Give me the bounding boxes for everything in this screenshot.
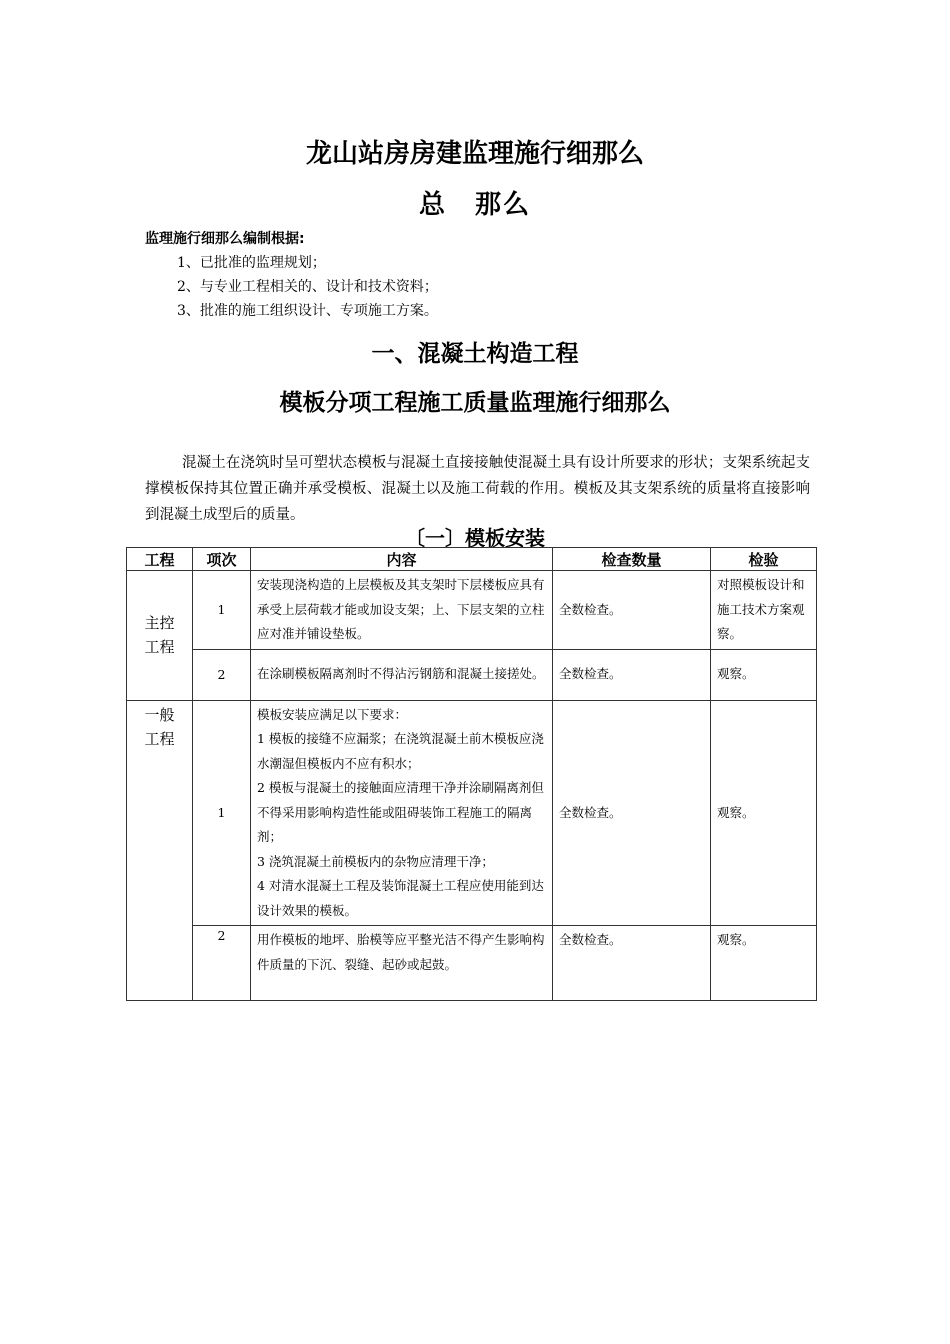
content-cell: 在涂刷模板隔离剂时不得沾污钢筋和混凝土接搓处。 (251, 649, 553, 700)
table-title: 〔一〕模板安装 (405, 526, 545, 550)
table-header-row (127, 548, 817, 571)
header-item-no: 项次 (193, 548, 251, 571)
table-row (127, 571, 817, 650)
method-cell: 观察。 (711, 649, 817, 700)
item-no-cell: 2 (193, 649, 251, 700)
project-label: 主控 工程 (144, 614, 175, 657)
document-subtitle: 总 那么 (418, 190, 531, 220)
quantity-cell: 全数检查。 (553, 571, 711, 650)
quantity-cell: 全数检查。 (553, 649, 711, 700)
item-no-cell: 1 (193, 700, 251, 926)
content-line: 1 模板的接缝不应漏浆；在浇筑混凝土前木模板应浇水潮湿但模板内不应有积水； (257, 731, 544, 771)
method-cell: 观察。 (711, 700, 817, 926)
quantity-cell: 全数检查。 (553, 926, 711, 1001)
document-title: 龙山站房房建监理施行细那么 (305, 139, 644, 169)
header-inspection-method: 检验 (711, 548, 817, 571)
method-cell: 观察。 (711, 926, 817, 1001)
table-row (127, 700, 817, 926)
basis-heading: 监理施行细那么编制根据: (145, 231, 305, 247)
header-inspection-quantity: 检查数量 (553, 548, 711, 571)
quantity-cell: 全数检查。 (553, 700, 711, 926)
basis-item: 1、已批准的监理规划； (177, 255, 326, 271)
method-cell: 对照模板设计和施工技术方案观察。 (711, 571, 817, 650)
basis-item: 3、批准的施工组织设计、专项施工方案。 (177, 303, 438, 319)
item-no-cell: 2 (193, 926, 251, 1001)
project-cell (127, 700, 193, 1001)
intro-paragraph: 混凝土在浇筑时呈可塑状态模板与混凝土直接接触使混凝土具有设计所要求的形状；支架系统起支撑模板保持其位置正确并承受模板、混凝土以及施工荷载的作用。模板及其支架系统的质量将直接影响到混凝土成型后的质量。 (145, 455, 810, 523)
section-title: 一、混凝土构造工程 (371, 341, 579, 367)
table-row (127, 649, 817, 700)
content-cell: 安装现浇构造的上层模板及其支架时下层楼板应具有承受上层荷载才能或加设支架；上、下层支架的立柱应对准并铺设垫板。 (251, 571, 553, 650)
project-cell (127, 571, 193, 701)
item-no-cell: 1 (193, 571, 251, 650)
inspection-table (126, 547, 817, 1001)
subsection-title: 模板分项工程施工质量监理施行细那么 (279, 390, 671, 416)
content-line: 3 浇筑混凝土前模板内的杂物应清理干净； (257, 853, 494, 869)
content-cell (251, 700, 553, 926)
content-line: 4 对清水混凝土工程及装饰混凝土工程应使用能到达设计效果的模板。 (257, 878, 544, 918)
basis-item: 2、与专业工程相关的、设计和技术资料； (177, 279, 438, 295)
project-label: 一般 工程 (144, 705, 175, 748)
content-line: 2 模板与混凝土的接触面应清理干净并涂刷隔离剂但不得采用影响构造性能或阻碍装饰工程施工的隔离剂； (257, 780, 544, 844)
header-content: 内容 (251, 548, 553, 571)
header-project: 工程 (127, 548, 193, 571)
table-row (127, 926, 817, 1001)
content-line: 模板安装应满足以下要求： (257, 706, 408, 722)
content-cell: 用作模板的地坪、胎模等应平整光洁不得产生影响构件质量的下沉、裂缝、起砂或起鼓。 (251, 926, 553, 1001)
